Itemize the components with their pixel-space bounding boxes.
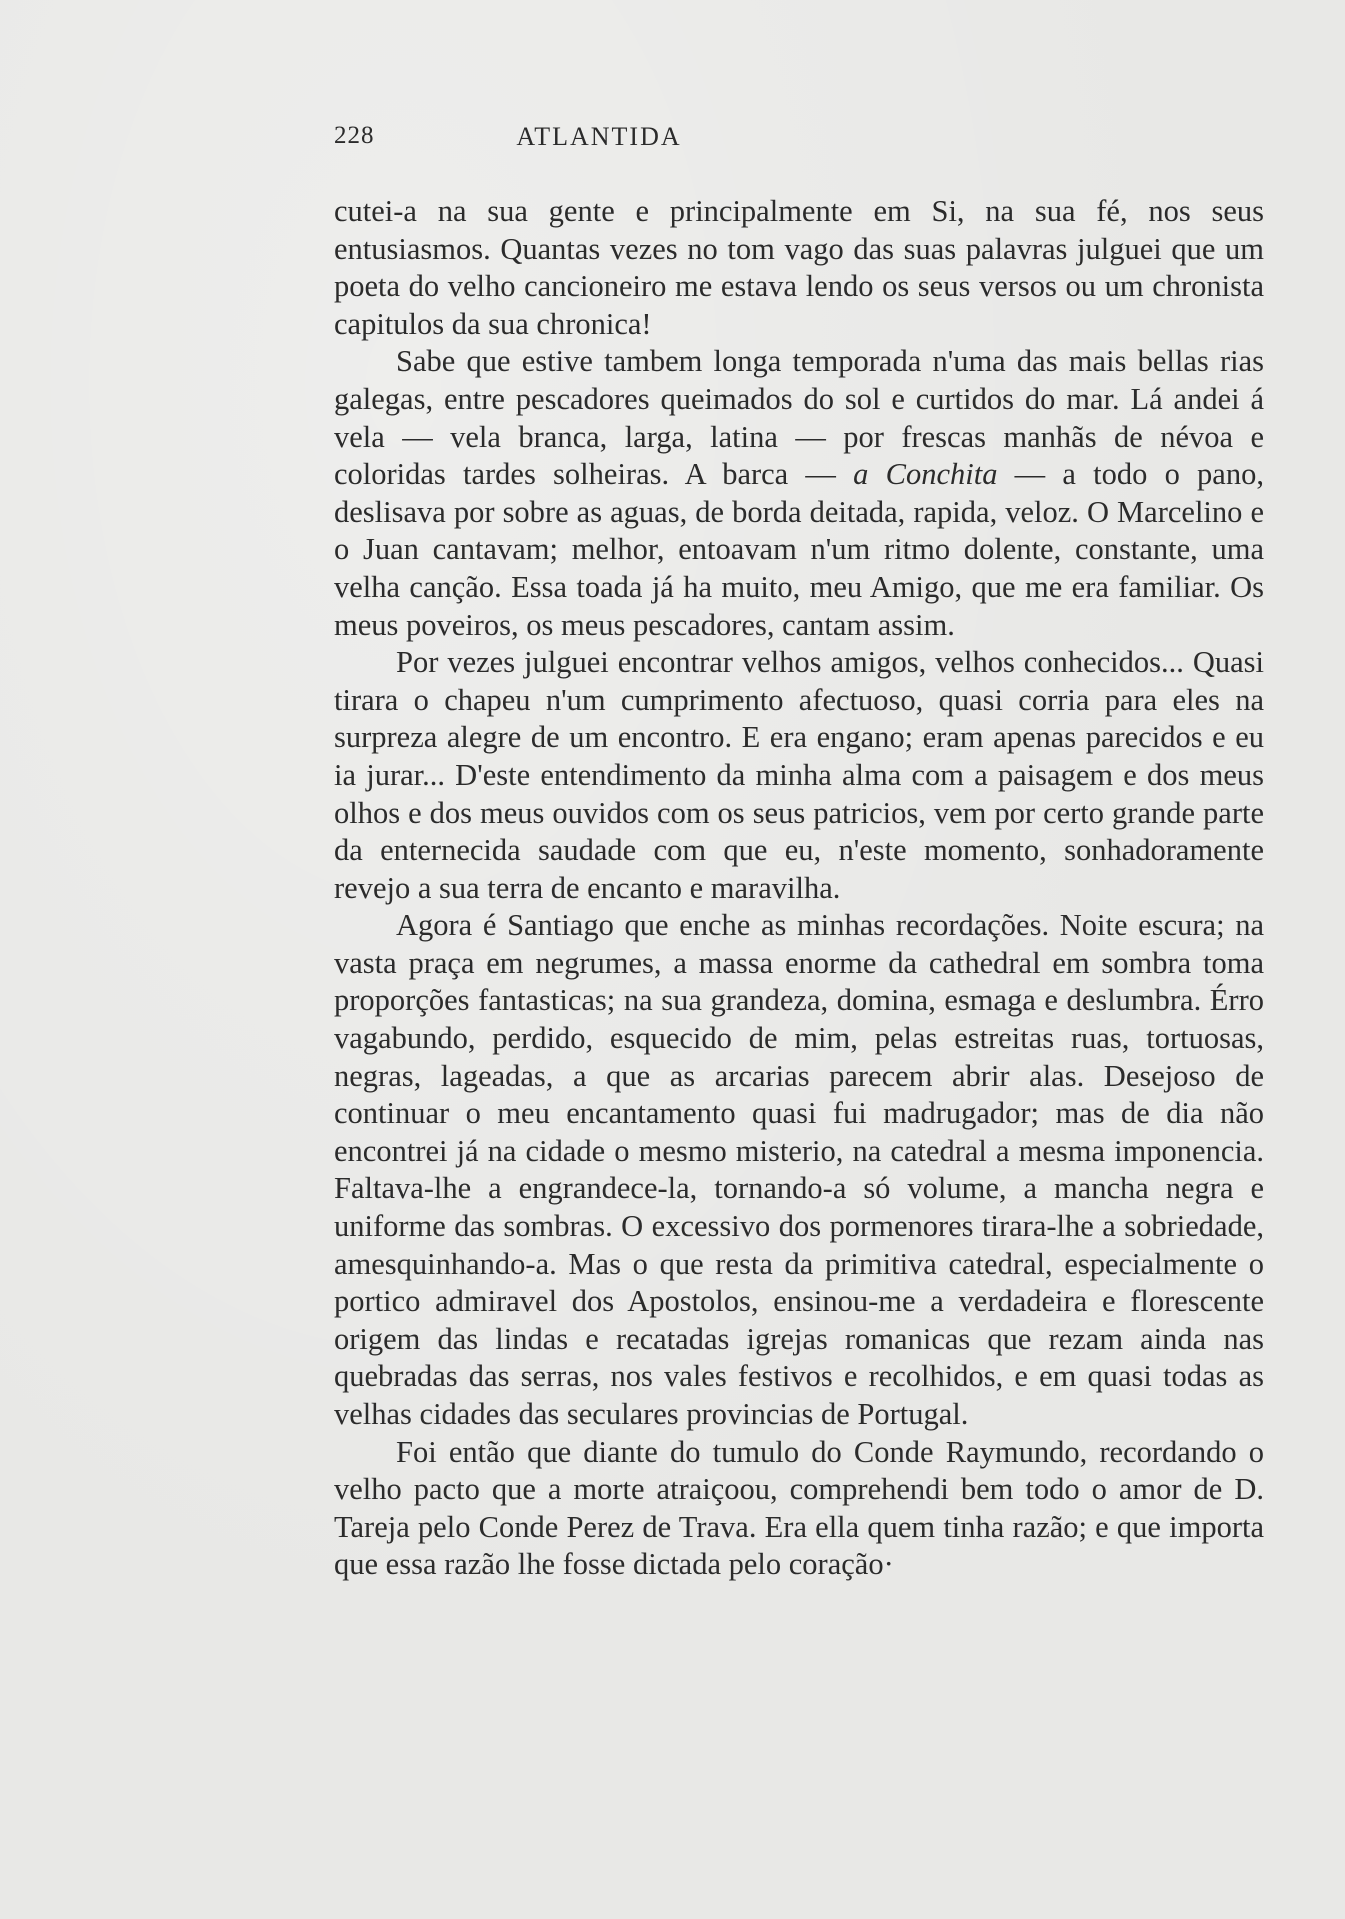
paragraph-3: Por vezes julguei encontrar velhos amigos, velhos conhecidos... Quasi tirara o chapeu n'um cumprimento afectuoso, quasi corria para eles na surpreza alegre de um encontro. E era engano; eram apenas parecidos e eu ia jurar... D'este entendimento da minha alma com a paisagem e dos meus olhos e dos meus ouvidos com os seus patricios, vem por certo grande parte da enternecida saudade com que eu, n'este momento, sonhadoramente revejo a sua terra de encanto e maravilha. <box>334 645 1264 905</box>
page-header <box>334 122 864 162</box>
boat-name: a Conchita <box>853 457 998 492</box>
page-number: 228 <box>334 122 375 149</box>
paragraph-2 <box>334 343 1264 644</box>
paragraph-2-text-start: Sabe que estive tambem longa temporada n'uma das mais bellas rias galegas, entre pescadores queimados do sol e curtidos do mar. Lá andei á vela — vela branca, larga, latina — por frescas manhãs de névoa e coloridas tardes solheiras. A barca — <box>334 344 1264 492</box>
paragraph-4: Agora é Santiago que enche as minhas recordações. Noite escura; na vasta praça em negrumes, a massa enorme da cathedral em sombra toma proporções fantasticas; na sua grandeza, domina, esmaga e deslumbra. Érro vagabundo, perdido, esquecido de mim, pelas estreitas ruas, tortuosas, negras, lageadas, a que as arcarias parecem abrir alas. Desejoso de continuar o meu encantamento quasi fui madrugador; mas de dia não encontrei já na cidade o mesmo misterio, na catedral a mesma imponencia. Faltava-lhe a engrandece-la, tornando-a só volume, a mancha negra e uniforme das sombras. O excessivo dos pormenores tirara-lhe a sobriedade, amesquinhando-a. Mas o que resta da primitiva catedral, especialmente o portico admiravel dos Apostolos, ensinou-me a verdadeira e florescente origem das lindas e recatadas igrejas romanicas que rezam ainda nas quebradas das serras, nos vales festivos e recolhidos, e em quasi todas as velhas cidades das seculares provincias de Portugal. <box>334 908 1264 1431</box>
paragraph-2-text-end: — a todo o pano, deslisava por sobre as aguas, de borda deitada, rapida, veloz. O Marcelino e o Juan cantavam; melhor, entoavam n'um ritmo dolente, constante, uma velha canção. Essa toada já ha muito, meu Amigo, que me era familiar. Os meus poveiros, os meus pescadores, cantam assim. <box>334 457 1264 642</box>
paragraph-5: Foi então que diante do tumulo do Conde Raymundo, recordando o velho pacto que a morte atraiçoou, comprehendi bem todo o amor de D. Tareja pelo Conde Perez de Trava. Era ella quem tinha razão; e que importa que essa razão lhe fosse dictada pelo coração· <box>334 1434 1264 1582</box>
running-title: ATLANTIDA <box>516 122 682 151</box>
paragraph-1: cutei-a na sua gente e principalmente em Si, na sua fé, nos seus entusiasmos. Quantas vezes no tom vago das suas palavras julguei que um poeta do velho cancioneiro me estava lendo os seus versos ou um chronista capitulos da sua chronica! <box>334 194 1264 341</box>
body-text <box>334 193 1264 1584</box>
